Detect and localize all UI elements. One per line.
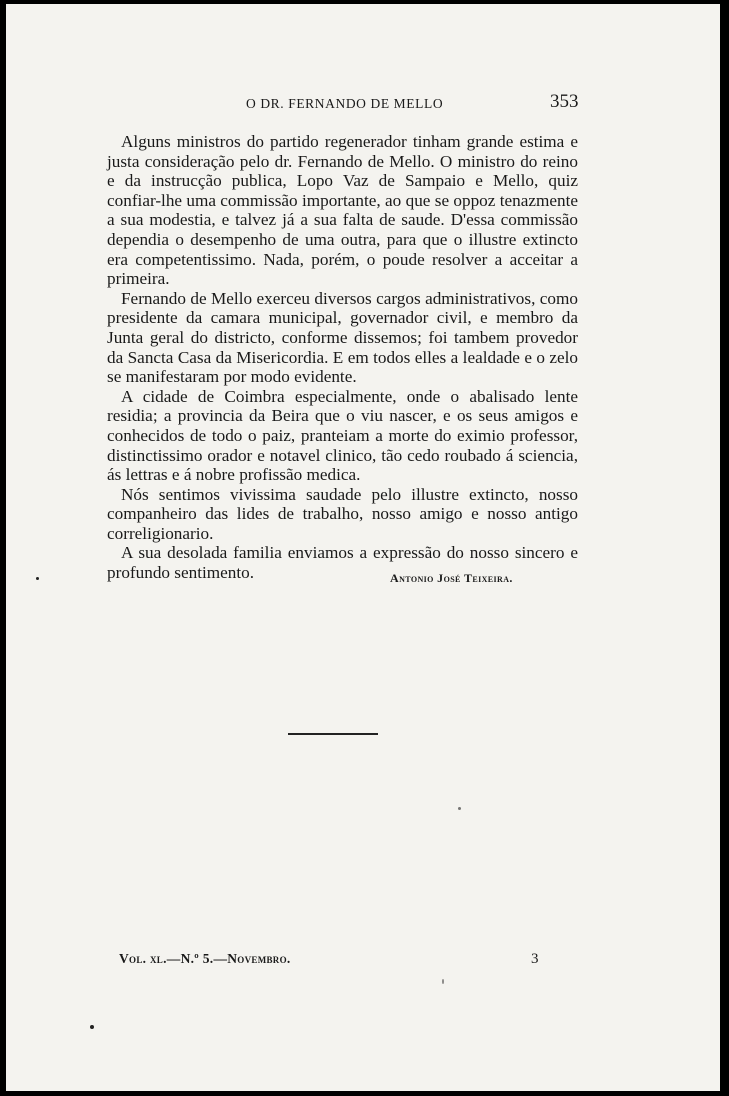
ink-speck <box>458 807 461 810</box>
ink-speck <box>442 979 444 984</box>
paragraph: Alguns ministros do partido regenerador tinham grande estima e justa consideração pelo dr. Fernando de Mello. O ministro do reino e da instrucção publica, Lopo Vaz de Sampaio e Mello, quiz confiar-lhe uma commissão importante, ao que se oppoz tenazmente a sua modestia, e talvez já a sua falta de saude. D'essa commissão dependia o desempenho de uma outra, para que o illustre extincto era competentissimo. Nada, porém, o poude resolver a acceitar a primeira. <box>107 132 578 289</box>
ink-speck <box>36 577 39 580</box>
article-body <box>107 132 578 583</box>
paragraph: Nós sentimos vivissima saudade pelo illustre extincto, nosso companheiro das lides de trabalho, nosso amigo e nosso antigo correligionario. <box>107 484 578 543</box>
footer-signature: Vol. xl.—N.º 5.—Novembro. <box>119 951 291 966</box>
document-page <box>6 4 720 1091</box>
paragraph: Fernando de Mello exerceu diversos cargos administrativos, como presidente da camara municipal, governador civil, e membro da Junta geral do districto, conforme dissemos; foi tambem provedor da Sancta Casa da Misericordia. E em todos elles a lealdade e o zelo se manifestaram por modo evidente. <box>107 288 578 387</box>
sheet-number: 3 <box>531 951 539 967</box>
paragraph: A cidade de Coimbra especialmente, onde o abalisado lente residia; a provincia da Beira que o viu nascer, e os seus amigos e conhecidos de todo o paiz, pranteiam a morte do eximio professor, distinctissimo orador e notavel clinico, tão cedo roubado á sciencia, ás lettras e á nobre profissão medica. <box>107 386 578 485</box>
ink-speck <box>90 1025 94 1029</box>
running-title: O DR. FERNANDO DE MELLO <box>246 96 444 111</box>
page-header <box>6 90 720 120</box>
paragraph: A sua desolada familia enviamos a expressão do nosso sincero e profundo sentimento. <box>107 543 578 583</box>
author-signature: Antonio José Teixeira. <box>390 571 513 585</box>
page-number: 353 <box>550 91 579 112</box>
section-divider <box>288 733 378 735</box>
